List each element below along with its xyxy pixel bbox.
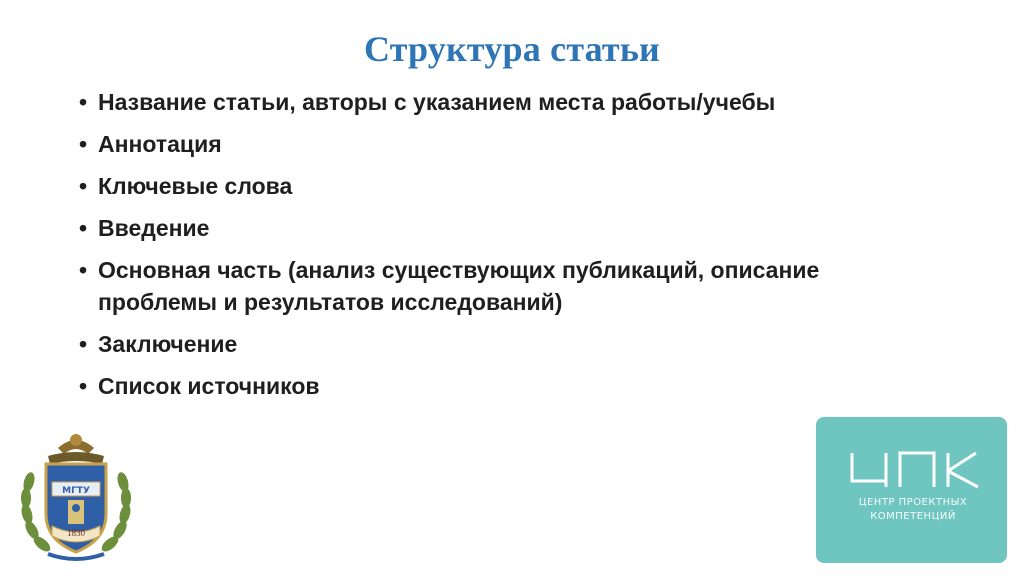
cpk-subtitle-line1: ЦЕНТР ПРОЕКТНЫХ	[858, 497, 968, 508]
crest-banner-text: МГТУ	[62, 486, 90, 496]
bullet-item	[76, 328, 936, 360]
bullet-item	[76, 86, 936, 118]
cpk-subtitle-line2: КОМПЕТЕНЦИЙ	[870, 511, 956, 522]
bullet-text: Основная часть (анализ существующих публикаций, описание проблемы и результатов исследований)	[98, 257, 820, 315]
bullet-text: Аннотация	[98, 131, 222, 157]
bullet-icon: •	[79, 131, 88, 157]
bullet-list	[76, 86, 936, 412]
bullet-text: Введение	[98, 215, 210, 241]
bullet-item	[76, 212, 936, 244]
bullet-item	[76, 128, 936, 160]
bullet-icon: •	[79, 173, 88, 199]
bullet-icon: •	[79, 331, 88, 357]
university-crest-icon	[18, 430, 134, 566]
bullet-icon: •	[79, 215, 88, 241]
slide-title: Структура статьи	[364, 29, 660, 69]
bullet-item	[76, 254, 936, 318]
bullet-icon: •	[79, 257, 88, 283]
bullet-icon: •	[79, 89, 88, 115]
cpk-logo-icon	[816, 417, 1007, 563]
bullet-icon: •	[79, 373, 88, 399]
bullet-text: Название статьи, авторы с указанием места работы/учебы	[98, 89, 776, 115]
bullet-item	[76, 170, 936, 202]
bullet-text: Список источников	[98, 373, 320, 399]
bullet-item	[76, 370, 936, 402]
bullet-text: Заключение	[98, 331, 238, 357]
bullet-text: Ключевые слова	[98, 173, 293, 199]
crest-year-text: 1830	[67, 528, 85, 538]
cpk-letters-graphic	[846, 451, 986, 491]
